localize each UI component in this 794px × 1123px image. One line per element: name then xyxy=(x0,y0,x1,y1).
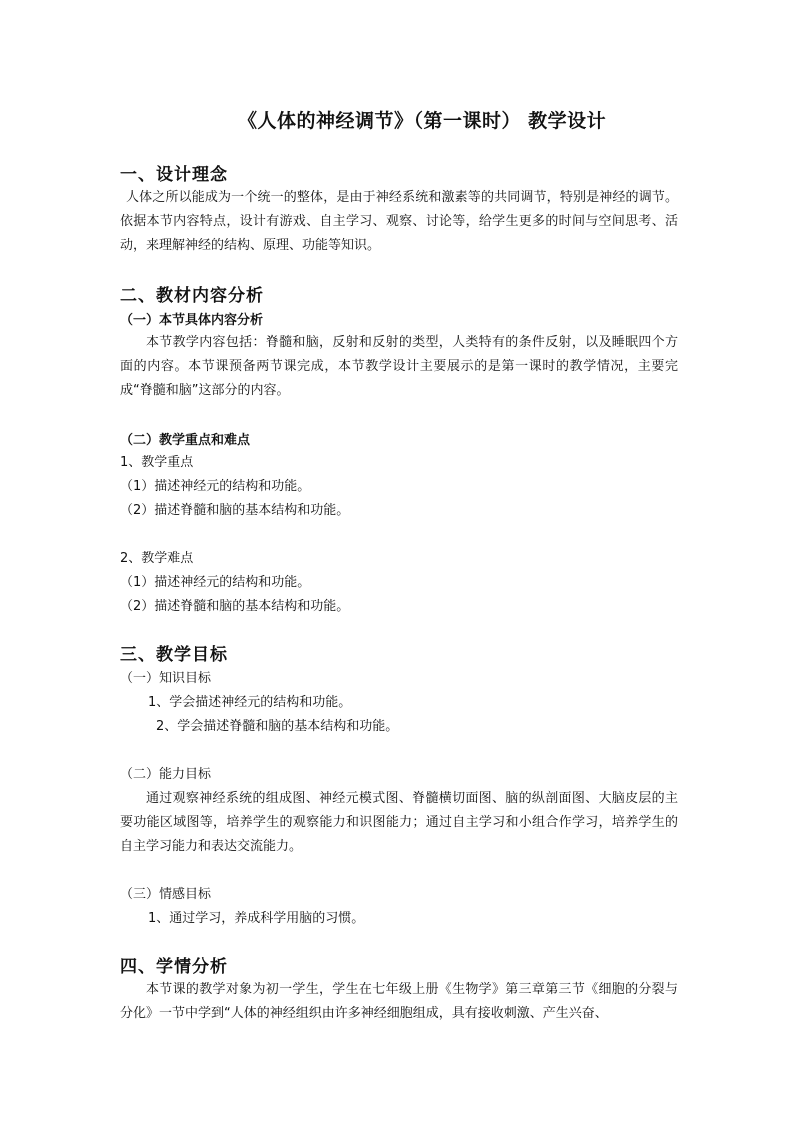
ability-goals-paragraph: 通过观察神经系统的组成图、神经元模式图、脊髓横切面图、脑的纵剖面图、大脑皮层的主要功能区域图等，培养学生的观察能力和识图能力；通过自主学习和小组合作学习，培养学生的自主学习能力和表达交流能力。 xyxy=(120,791,678,854)
section-2-sub1-paragraph: 本节教学内容包括：脊髓和脑，反射和反射的类型，人类特有的条件反射，以及睡眠四个方面的内容。本节课预备两节课完成，本节教学设计主要展示的是第一课时的教学情况，主要完成“脊髓和脑”这部分的内容。 xyxy=(120,335,678,398)
knowledge-goal-item: 2、学会描述脊髓和脑的基本结构和功能。 xyxy=(156,719,399,734)
section-2-heading: 二、教材内容分析 xyxy=(120,286,264,306)
section-2-sub1-heading: （一）本节具体内容分析 xyxy=(120,313,264,328)
section-4-paragraph: 本节课的教学对象为初一学生，学生在七年级上册《生物学》第三章第三节《细胞的分裂与分化》一节中学到“人体的神经组织由许多神经细胞组成，具有接收刺激、产生兴奋、 xyxy=(120,982,678,1021)
emotion-goals-label: （三）情感目标 xyxy=(120,887,212,902)
difficult-point-item: （2）描述脊髓和脑的基本结构和功能。 xyxy=(120,599,350,614)
section-1-paragraph: 人体之所以能成为一个统一的整体，是由于神经系统和激素等的共同调节，特别是神经的调节。依据本节内容特点，设计有游戏、自主学习、观察、讨论等，给学生更多的时间与空间思考、活动，来理解神经的结构、原理、功能等知识。 xyxy=(120,190,678,253)
difficult-point-item: （1）描述神经元的结构和功能。 xyxy=(120,575,311,590)
difficult-points-label: 2、教学难点 xyxy=(120,551,194,566)
section-3-heading: 三、教学目标 xyxy=(120,645,228,665)
document-title: 《人体的神经调节》（第一课时） 教学设计 xyxy=(238,110,607,132)
section-1-heading: 一、设计理念 xyxy=(120,165,228,185)
knowledge-goals-label: （一）知识目标 xyxy=(120,671,212,686)
ability-goals-label: （二）能力目标 xyxy=(120,767,212,782)
knowledge-goal-item: 1、学会描述神经元的结构和功能。 xyxy=(148,695,352,710)
emotion-goal-item: 1、通过学习，养成科学用脑的习惯。 xyxy=(148,911,365,926)
section-2-sub2-heading: （二）教学重点和难点 xyxy=(120,433,251,448)
key-point-item: （1）描述神经元的结构和功能。 xyxy=(120,479,311,494)
key-points-label: 1、教学重点 xyxy=(120,455,194,470)
section-4-heading: 四、学情分析 xyxy=(120,957,228,977)
key-point-item: （2）描述脊髓和脑的基本结构和功能。 xyxy=(120,503,350,518)
